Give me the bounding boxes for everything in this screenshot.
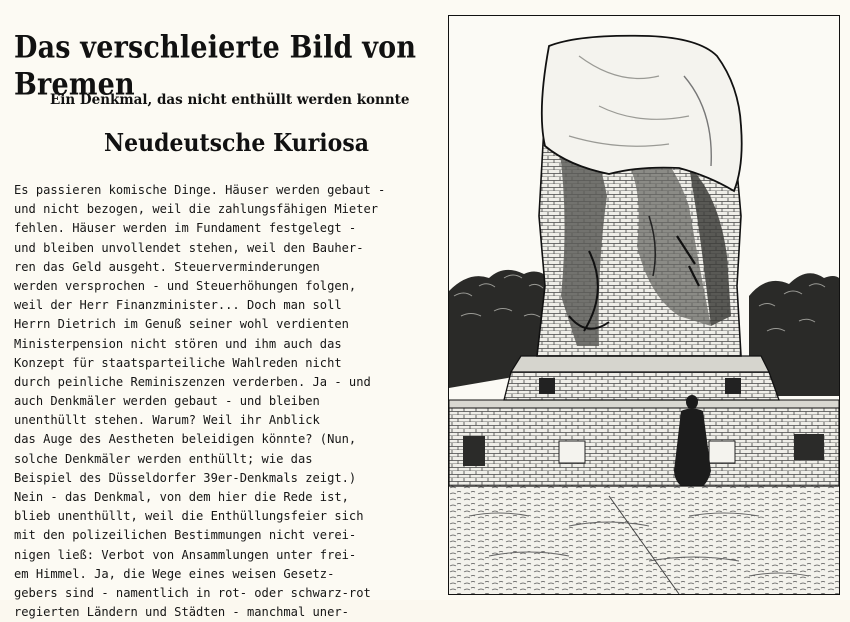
body-line: em Himmel. Ja, die Wege eines weisen Gesetz- bbox=[14, 566, 335, 581]
kicker-title: Neudeutsche Kuriosa bbox=[104, 129, 369, 158]
body-line: Es passieren komische Dinge. Häuser werden gebaut - bbox=[14, 183, 386, 197]
body-line: Beispiel des Düsseldorfer 39er-Denkmals zeigt.) bbox=[14, 470, 357, 485]
body-line: Konzept für staatsparteiliche Wahlreden nicht bbox=[14, 355, 342, 370]
body-line: regierten Ländern und Städten - manchmal uner- bbox=[14, 605, 349, 620]
body-line: und bleiben unvollendet stehen, weil den Bauher- bbox=[14, 240, 364, 255]
body-line: fehlen. Häuser werden im Fundament festgelegt - bbox=[14, 221, 357, 236]
body-line: nigen ließ: Verbot von Ansammlungen unter frei- bbox=[14, 547, 357, 562]
body-line: weil der Herr Finanzminister... Doch man soll bbox=[14, 298, 342, 313]
body-line: gebers sind - namentlich in rot- oder schwarz-rot bbox=[14, 585, 371, 600]
monument-drawing bbox=[449, 16, 839, 594]
body-line: Herrn Dietrich im Genuß seiner wohl verdienten bbox=[14, 317, 349, 332]
monument-base bbox=[504, 356, 779, 400]
body-line: ren das Geld ausgeht. Steuerverminderungen bbox=[14, 259, 320, 274]
body-line: das Auge des Aestheten beleidigen könnte? (Nun, bbox=[14, 432, 357, 447]
body-line: werden versprochen - und Steuerhöhungen folgen, bbox=[14, 278, 357, 293]
subtitle: Ein Denkmal, das nicht enthüllt werden konnte bbox=[50, 92, 410, 108]
body-line: und nicht bezogen, weil die zahlungsfähigen Mieter bbox=[14, 202, 379, 217]
body-line: mit den polizeilichen Bestimmungen nicht verei- bbox=[14, 528, 357, 543]
body-line: auch Denkmäler werden gebaut - und bleiben bbox=[14, 394, 320, 409]
stone-terrace bbox=[449, 400, 839, 486]
body-line: Ministerpension nicht stören und ihm auch das bbox=[14, 336, 342, 351]
body-line: blieb unenthüllt, weil die Enthüllungsfeier sich bbox=[14, 509, 364, 524]
body-line: Nein - das Denkmal, von dem hier die Rede ist, bbox=[14, 490, 349, 504]
article-body bbox=[14, 181, 429, 622]
body-line: durch peinliche Reminiszenzen verderben. Ja - und bbox=[14, 374, 371, 389]
headline: Das verschleierte Bild von Bremen bbox=[14, 30, 417, 103]
monument-illustration bbox=[448, 15, 840, 595]
body-line: unenthüllt stehen. Warum? Weil ihr Anblick bbox=[14, 413, 320, 428]
ground bbox=[449, 486, 839, 594]
body-line: solche Denkmäler werden enthüllt; wie das bbox=[14, 451, 313, 466]
